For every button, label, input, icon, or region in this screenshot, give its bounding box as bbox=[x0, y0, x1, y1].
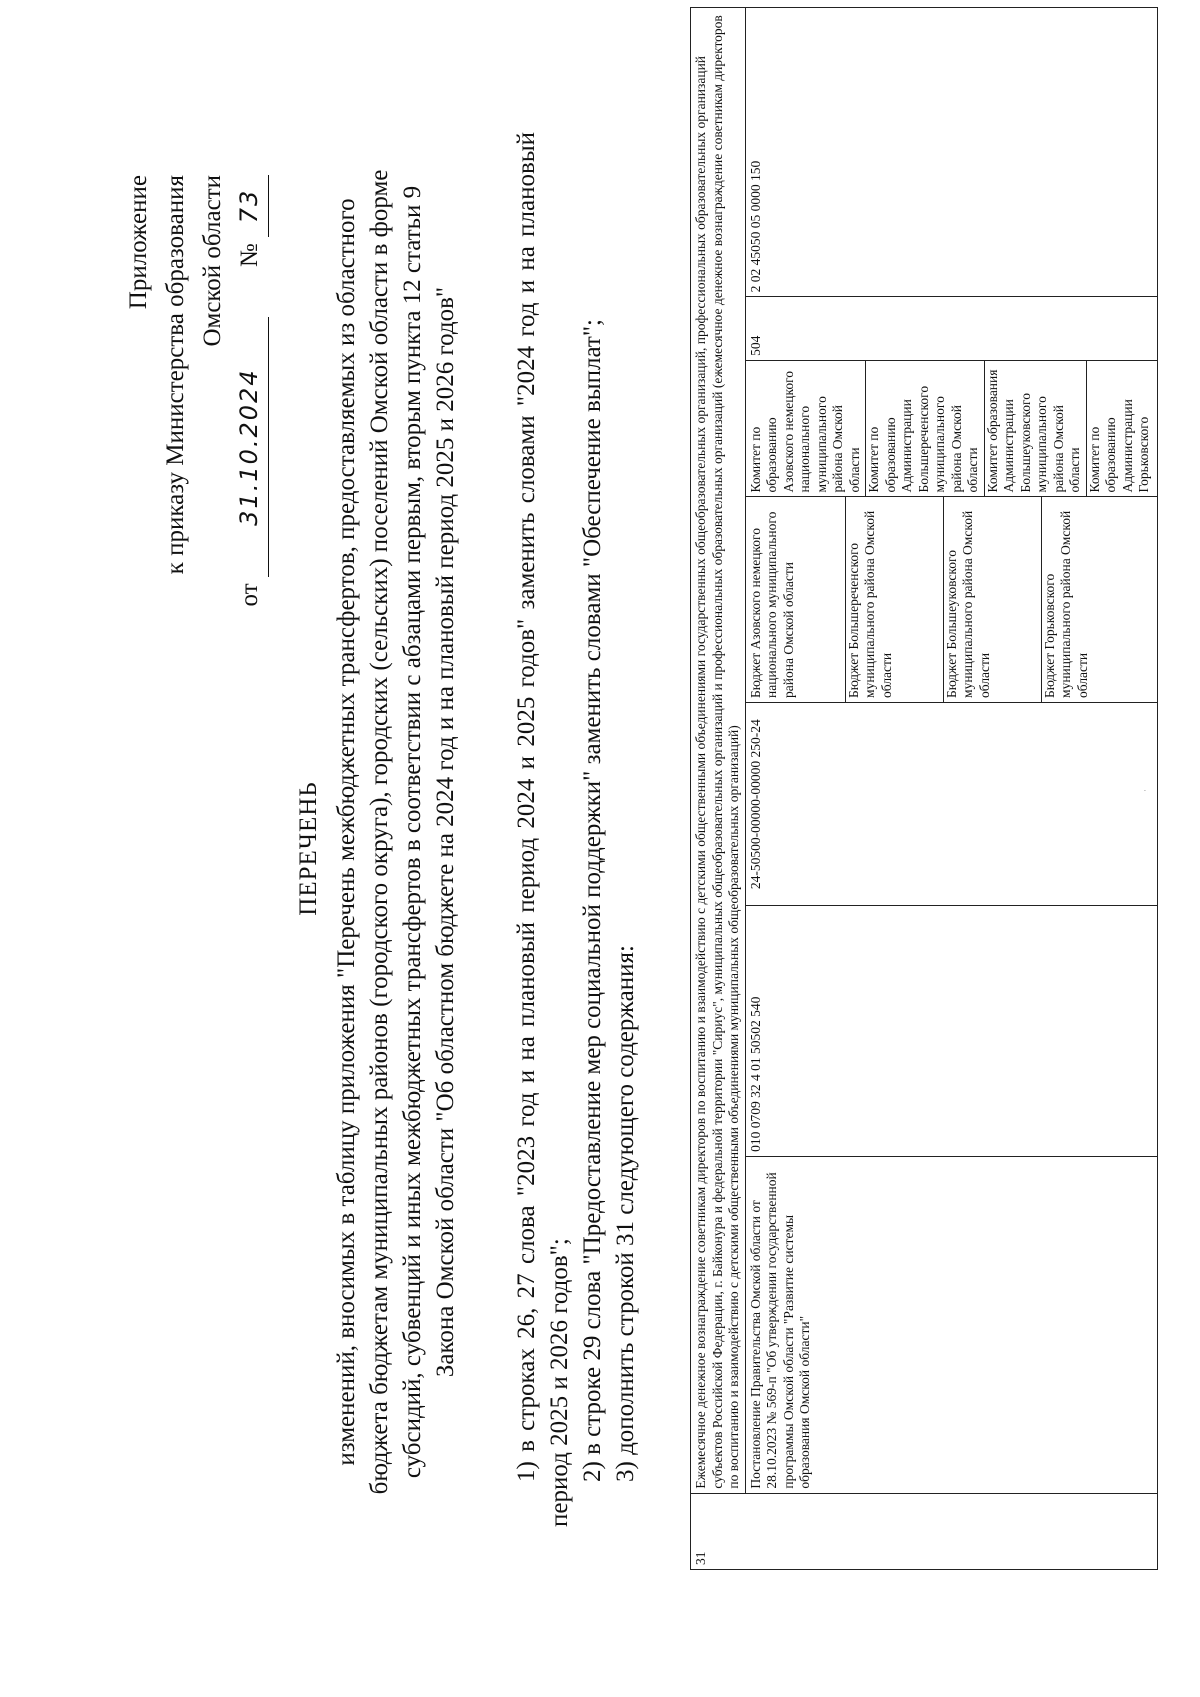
document-subtitle: изменений, вносимых в таблицу приложения "Перечень межбюджетных трансфертов, предоставляемых из областного бюджета бюджетам муниципальных районов (городского округа), городских (сельских) поселений Омской области в форме субсидий, субвенций и иных межбюджетных трансфертов в соответствии с абзацами первым, вторым пункта 12 статьи 9 Закона Омской области "Об областном бюджете на 2024 год и на плановый период 2025 и 2026 годов" bbox=[333, 169, 459, 1495]
handwritten-date: 31.10.2024 bbox=[231, 317, 269, 577]
transfers-table bbox=[690, 7, 1158, 1570]
recipient-budgets bbox=[745, 497, 1157, 702]
administrator-item: Комитет по образованию Администрации Большереченского муниципального района Омской области bbox=[866, 361, 985, 497]
table-row-description bbox=[691, 8, 746, 1570]
administrators bbox=[745, 360, 1157, 497]
row-number: 31 bbox=[691, 1493, 1158, 1569]
from-label: от bbox=[236, 583, 263, 607]
amendment-items bbox=[510, 132, 642, 1527]
appendix-line3: Омской области bbox=[199, 175, 226, 347]
scan-speck: · bbox=[1140, 789, 1150, 792]
budget-item: Бюджет Горьковского муниципального района Омской области bbox=[1041, 510, 1090, 698]
amendment-item-3: 3) дополнить строкой 31 следующего содержания: bbox=[612, 945, 639, 1482]
amendment-item-2: 2) в строке 29 слова "Предоставление мер социальной поддержки" заменить словами "Обеспечение выплат"; bbox=[579, 319, 606, 1482]
transfer-code: 24-50500-00000-00000 250-24 bbox=[745, 702, 1157, 905]
administrator-code: 504 bbox=[745, 297, 1157, 360]
administrator-item: Комитет образования Администрации Большеуковского муниципального района Омской области bbox=[985, 361, 1087, 497]
budget-classification-code: 010 0709 32 4 01 50502 540 bbox=[745, 906, 1157, 1157]
budget-item: Бюджет Азовского немецкого национального муниципального района Омской области bbox=[748, 498, 846, 702]
appendix-line1: Приложение bbox=[125, 175, 152, 310]
table-row-details bbox=[745, 8, 1157, 1570]
administrator-item: Комитет по образованию Администрации Горьковского bbox=[1086, 399, 1151, 493]
income-code: 2 02 45050 05 0000 150 bbox=[745, 8, 1157, 297]
legal-document: Постановление Правительства Омской области от 28.10.2023 № 569-п "Об утверждении государственной программы Омской области "Развитие системы образования Омской области" bbox=[745, 1156, 1157, 1493]
number-label: № bbox=[236, 243, 263, 268]
amendment-item-1: 1) в строках 26, 27 слова "2023 год и на плановый период 2024 и 2025 годов" заменить словами "2024 год и на плановый период 2025 и 2026 годов"; bbox=[513, 132, 573, 1527]
budget-item: Бюджет Большереченского муниципального района Омской области bbox=[846, 498, 944, 702]
appendix-line2: к приказу Министерства образования bbox=[162, 175, 189, 575]
appendix-date-row bbox=[231, 175, 269, 606]
budget-item: Бюджет Большеуковского муниципального района Омской области bbox=[944, 498, 1042, 702]
appendix-header bbox=[120, 175, 269, 606]
transfer-description: Ежемесячное денежное вознаграждение советникам директоров по воспитанию и взаимодействию с детскими общественными объединениями государственных общеобразовательных организаций, профессиональных образовательных организаций субъектов Российской Федерации, г. Байконура и федеральной территории "Сириус", муниципальных общеобразовательных организаций и профессиональных образовательных организаций (ежемесячное денежное вознаграждение советникам директоров по воспитанию и взаимодействию с детскими общественными объединениями муниципальных общеобразовательных организаций) bbox=[691, 8, 746, 1494]
handwritten-number: 73 bbox=[231, 175, 269, 237]
document-title: ПЕРЕЧЕНЬ bbox=[295, 781, 322, 916]
administrator-item: Комитет по образованию Азовского немецкого национального муниципального района Омской области bbox=[748, 361, 867, 497]
